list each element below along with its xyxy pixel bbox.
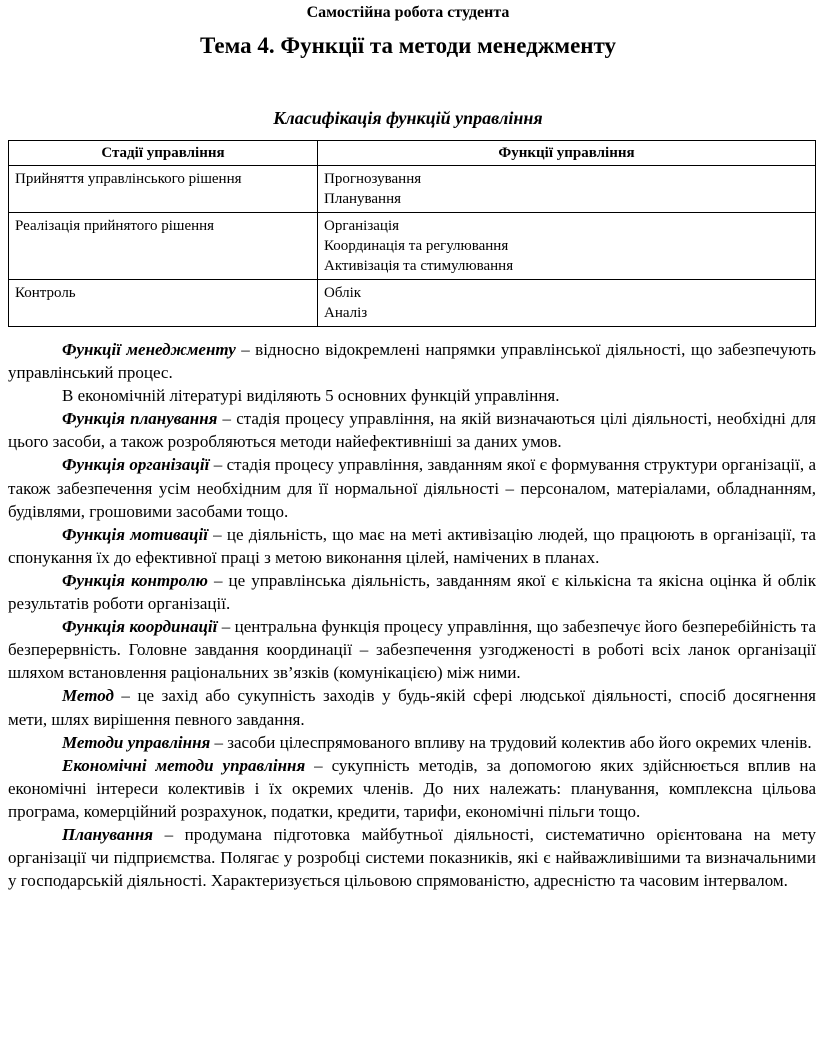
functions-cell (318, 280, 816, 327)
paragraph (8, 684, 816, 730)
function-item: Планування (324, 191, 401, 207)
definition: – продумана підготовка майбутньої діяльності, систематично орієнтована на мету організації чи підприємства. Полягає у розробці системи показників, які є найважливішими та визначальними у господарській діяльності. Характеризується цільовою спрямованістю, адресністю та часовим інтервалом. (8, 824, 816, 891)
functions-cell (318, 213, 816, 280)
term: Функція координації (62, 617, 218, 637)
function-item: Активізація та стимулювання (324, 258, 514, 274)
paragraph (8, 523, 816, 569)
term: Планування (62, 824, 154, 844)
definition: – стадія процесу управління, на якій визначаються цілі діяльності, необхідні для цього засоби, а також розробляються методи найефективніші за даних умов. (8, 409, 816, 452)
definition: – це управлінська діяльність, завданням якої є кількісна та якісна оцінка й облік результатів роботи організації. (8, 570, 816, 614)
term: Функція планування (62, 409, 218, 429)
paragraph (8, 384, 816, 407)
term: Функція організації (62, 455, 210, 475)
function-item: Координація та регулювання (324, 238, 509, 254)
body-text (8, 338, 816, 892)
page-header: Самостійна робота студента (306, 4, 510, 21)
definition: – відносно відокремлені напрямки управлінської діяльності, що забезпечують управлінський процес. (8, 340, 816, 383)
definition: – стадія процесу управління, завданням якої є формування структури організації, а також забезпечення усім необхідним для її нормальної діяльності – персоналом, матеріалами, обладнанням, будівлями, грошовими засобами тощо. (8, 455, 816, 521)
function-item: Прогнозування (324, 171, 422, 187)
paragraph (8, 615, 816, 684)
definition: – засоби цілеспрямованого впливу на трудовий колектив або його окремих членів. (210, 732, 812, 752)
definition: – це діяльність, що має на меті активізацію людей, що працюють в організації, та спонукання їх до ефективної праці з метою виконання цілей, намічених в планах. (8, 524, 816, 567)
paragraph (8, 569, 816, 615)
term: Метод (62, 686, 114, 706)
functions-cell (318, 166, 816, 213)
definition: – центральна функція процесу управління, що забезпечує його безперебійність та безперервність. Головне завдання координації – забезпечення узгодженості в роботі всіх ланок організації шляхом встановлення раціональних зв’язків (комунікацією) між ними. (8, 617, 816, 683)
stage-cell: Прийняття управлінського рішення (9, 166, 318, 213)
paragraph (8, 731, 816, 754)
paragraph (8, 407, 816, 453)
function-item: Аналіз (324, 305, 368, 321)
term: Функції менеджменту (62, 340, 236, 359)
paragraph (8, 823, 816, 892)
table-row (9, 280, 816, 327)
term: Методи управління (62, 732, 211, 752)
term: Функція мотивації (62, 524, 208, 544)
table-row (9, 213, 816, 280)
paragraph (8, 754, 816, 823)
column-header-functions: Функції управління (318, 141, 816, 166)
table-caption: Класифікація функцій управління (273, 108, 543, 128)
table-row (9, 166, 816, 213)
stage-cell: Контроль (9, 280, 318, 327)
stage-cell: Реалізація прийнятого рішення (9, 213, 318, 280)
function-item: Облік (324, 285, 362, 301)
table-header-row (9, 141, 816, 166)
column-header-stages: Стадії управління (9, 141, 318, 166)
classification-table (8, 140, 816, 327)
definition: – це захід або сукупність заходів у будь-якій сфері людської діяльності, спосіб досягнення мети, шлях вирішення певного завдання. (8, 686, 816, 729)
definition: – сукупність методів, за допомогою яких здійснюється вплив на економічні інтереси колективів і їх окремих членів. До них належать: планування, комплексна цільова програма, комерційний розрахунок, податки, кредити, тарифи, економічні пільги тощо. (8, 755, 816, 821)
definition: В економічній літературі виділяють 5 основних функцій управління. (62, 386, 560, 406)
page-title: Тема 4. Функції та методи менеджменту (199, 33, 617, 58)
function-item: Організація (324, 218, 400, 234)
term: Економічні методи управління (62, 755, 306, 775)
paragraph (8, 453, 816, 522)
term: Функція контролю (62, 570, 208, 590)
paragraph (8, 338, 816, 384)
